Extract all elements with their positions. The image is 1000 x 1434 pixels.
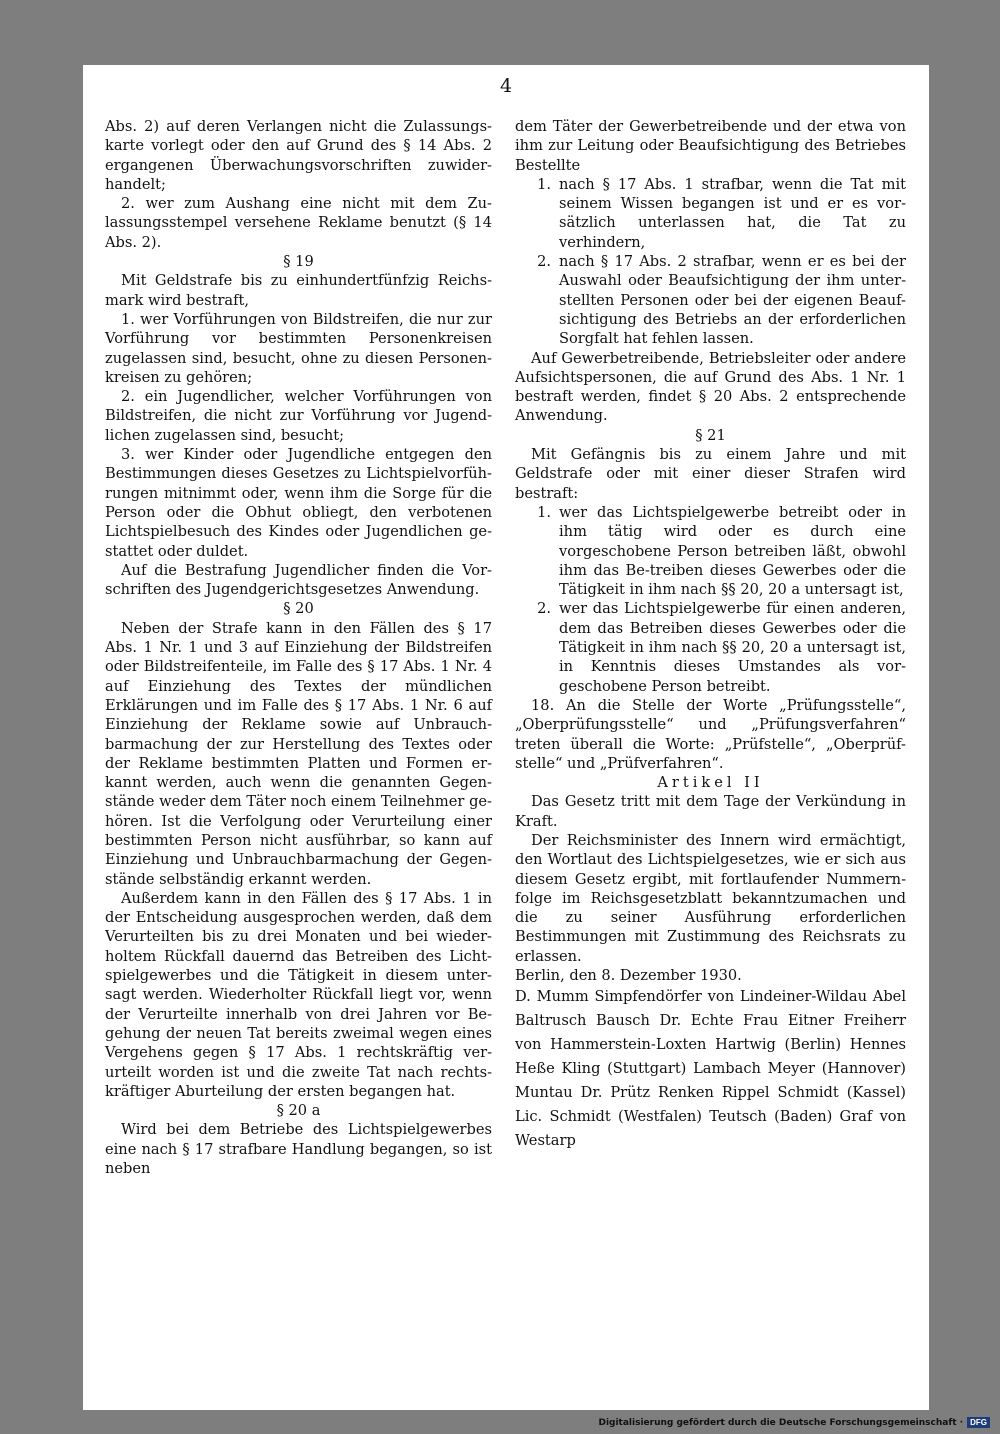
paragraph: Außerdem kann in den Fällen des § 17 Abs. 1 in der Entscheidung ausgesprochen werden, daß dem Verurteilten bis zu drei Monaten und bei wieder-holtem Rückfall dauernd das Betreiben des Licht-spielgewerbes und die Tätigkeit in diesem unter-sagt werden. Wiederholter Rückfall liegt vor, wenn der Verurteilte innerhalb von drei Jahren vor Be-gehung der neuen Tat bereits zweimal wegen eines Vergehens gegen § 17 Abs. 1 rechtskräftig ver-urteilt worden ist und die zweite Tat nach rechts-kräftiger Aburteilung der ersten begangen hat. xyxy=(105,889,492,1100)
list-number: 1. xyxy=(537,503,551,521)
section-heading: § 20 xyxy=(283,600,314,618)
paragraph: dem Täter der Gewerbetreibende und der etwa von ihm zur Leitung oder Beaufsichtigung des Betriebes Bestellte xyxy=(515,118,906,174)
paragraph: 18. An die Stelle der Worte „Prüfungsstelle“, „Oberprüfungsstelle“ und „Prüfungsverfahren“ treten überall die Worte: „Prüfstelle“, „Oberprüf-stelle“ und „Prüfverfahren“. xyxy=(515,696,906,772)
section-heading: § 19 xyxy=(283,253,314,271)
signatures: D. Mumm Simpfendörfer von Lindeiner-Wildau Abel Baltrusch Bausch Dr. Echte Frau Eitner Freiherr von Hammerstein-Loxten Hartwig (Berlin) Hennes Heße Kling (Stuttgart) Lambach Meyer (Hannover) Muntau Dr. Prütz Renken Rippel Schmidt (Kassel) Lic. Schmidt (Westfalen) Teutsch (Baden) Graf von Westarp xyxy=(515,988,906,1150)
left-column xyxy=(105,117,492,1178)
paragraph: Abs. 2) auf deren Verlangen nicht die Zulassungs-karte vorlegt oder den auf Grund des § 14 Abs. 2 ergangenen Überwachungsvorschriften zuwider-handelt; xyxy=(105,118,492,193)
list-text: nach § 17 Abs. 1 strafbar, wenn die Tat mit seinem Wissen begangen ist und er es vor-sätzlich unterlassen hat, die Tat zu verhindern, xyxy=(559,175,906,251)
list-text: nach § 17 Abs. 2 strafbar, wenn er es bei der Auswahl oder Beaufsichtigung der ihm unter-stellten Personen oder bei der eigenen Beauf-sichtigung des Betriebs an der erforderlichen Sorgfalt hat fehlen lassen. xyxy=(559,253,906,348)
paragraph: Auf Gewerbetreibende, Betriebsleiter oder andere Aufsichtspersonen, die auf Grund des Abs. 1 Nr. 1 bestraft werden, findet § 20 Abs. 2 entsprechende Anwendung. xyxy=(515,349,906,425)
list-number: 1. xyxy=(537,175,551,193)
paragraph: Neben der Strafe kann in den Fällen des § 17 Abs. 1 Nr. 1 und 3 auf Einziehung der Bildstreifen oder Bildstreifenteile, im Falle des § 17 Abs. 1 Nr. 4 auf Einziehung des Textes der mündlichen Erklärungen und im Falle des § 17 Abs. 1 Nr. 6 auf Einziehung der Reklame sowie auf Unbrauch-barmachung der zur Herstellung des Textes oder der Reklame bestimmten Platten und Formen er-kannt werden, auch wenn die genannten Gegen-stände weder dem Täter noch einem Teilnehmer ge-hören. Ist die Verfolgung oder Verurteilung einer bestimmten Person nicht ausführbar, so kann auf Einziehung und Unbrauchbarmachung der Gegen-stände selbständig erkannt werden. xyxy=(105,619,492,888)
page-number: 4 xyxy=(499,75,513,97)
list-item xyxy=(515,252,906,348)
list-text: wer das Lichtspielgewerbe für einen anderen, dem das Betreiben dieses Gewerbes oder die Tätigkeit in ihm nach §§ 20, 20 a untersagt ist, in Kenntnis dieses Umstandes als vor-geschobene Person betreibt. xyxy=(559,600,906,695)
funding-footer xyxy=(598,1417,990,1428)
list-number: 2. xyxy=(537,600,551,618)
date-line: Berlin, den 8. Dezember 1930. xyxy=(515,967,742,985)
paragraph: Auf die Bestrafung Jugendlicher finden die Vor-schriften des Jugendgerichtsgesetzes Anwendung. xyxy=(105,561,492,599)
list-item xyxy=(515,599,906,695)
list-item xyxy=(515,503,906,599)
paragraph: Mit Geldstrafe bis zu einhundertfünfzig Reichs-mark wird bestraft, xyxy=(105,272,492,309)
footer-text: Digitalisierung gefördert durch die Deutsche Forschungsgemeinschaft · xyxy=(598,1417,964,1428)
list-number: 2. xyxy=(537,253,551,271)
paragraph: 2. ein Jugendlicher, welcher Vorführungen von Bildstreifen, die nicht zur Vorführung vor Jugend-lichen zugelassen sind, besucht; xyxy=(105,388,492,444)
document-page xyxy=(83,65,929,1410)
paragraph: 3. wer Kinder oder Jugendliche entgegen den Bestimmungen dieses Gesetzes zu Lichtspielvorfüh-rungen mitnimmt oder, wenn ihm die Sorge für die Person oder die Obhut obliegt, den verbotenen Lichtspielbesuch des Kindes oder Jugendlichen ge-stattet oder duldet. xyxy=(105,446,492,560)
section-heading: § 20 a xyxy=(276,1102,321,1120)
section-heading: § 21 xyxy=(695,426,726,444)
paragraph: 1. wer Vorführungen von Bildstreifen, die nur zur Vorführung vor bestimmten Personenkreisen zugelassen sind, besucht, ohne zu diesen Personen-kreisen zu gehören; xyxy=(105,310,492,386)
right-column xyxy=(515,117,906,1153)
list-item xyxy=(515,175,906,252)
paragraph: Der Reichsminister des Innern wird ermächtigt, den Wortlaut des Lichtspielgesetzes, wie er sich aus diesem Gesetz ergibt, mit fortlaufender Nummern-folge im Reichsgesetzblatt bekanntzumachen und die zu seiner Ausführung erforderlichen Bestimmungen mit Zustimmung des Reichsrats zu erlassen. xyxy=(515,831,906,965)
paragraph: Das Gesetz tritt mit dem Tage der Verkündung in Kraft. xyxy=(515,793,906,830)
paragraph: Mit Gefängnis bis zu einem Jahre und mit Geldstrafe oder mit einer dieser Strafen wird bestraft: xyxy=(515,446,906,502)
article-heading: Artikel II xyxy=(657,774,764,792)
dfg-logo: DFG xyxy=(967,1417,990,1428)
paragraph: Wird bei dem Betriebe des Lichtspielgewerbes eine nach § 17 strafbare Handlung begangen, so ist neben xyxy=(105,1121,492,1178)
paragraph: 2. wer zum Aushang eine nicht mit dem Zu-lassungsstempel versehene Reklame benutzt (§ 14 Abs. 2). xyxy=(105,195,492,251)
list-text: wer das Lichtspielgewerbe betreibt oder in ihm tätig wird oder es durch eine vorgeschobene Person betreiben läßt, obwohl ihm das Be-treiben dieses Gewerbes oder die Tätigkeit in ihm nach §§ 20, 20 a untersagt ist, xyxy=(559,503,906,599)
